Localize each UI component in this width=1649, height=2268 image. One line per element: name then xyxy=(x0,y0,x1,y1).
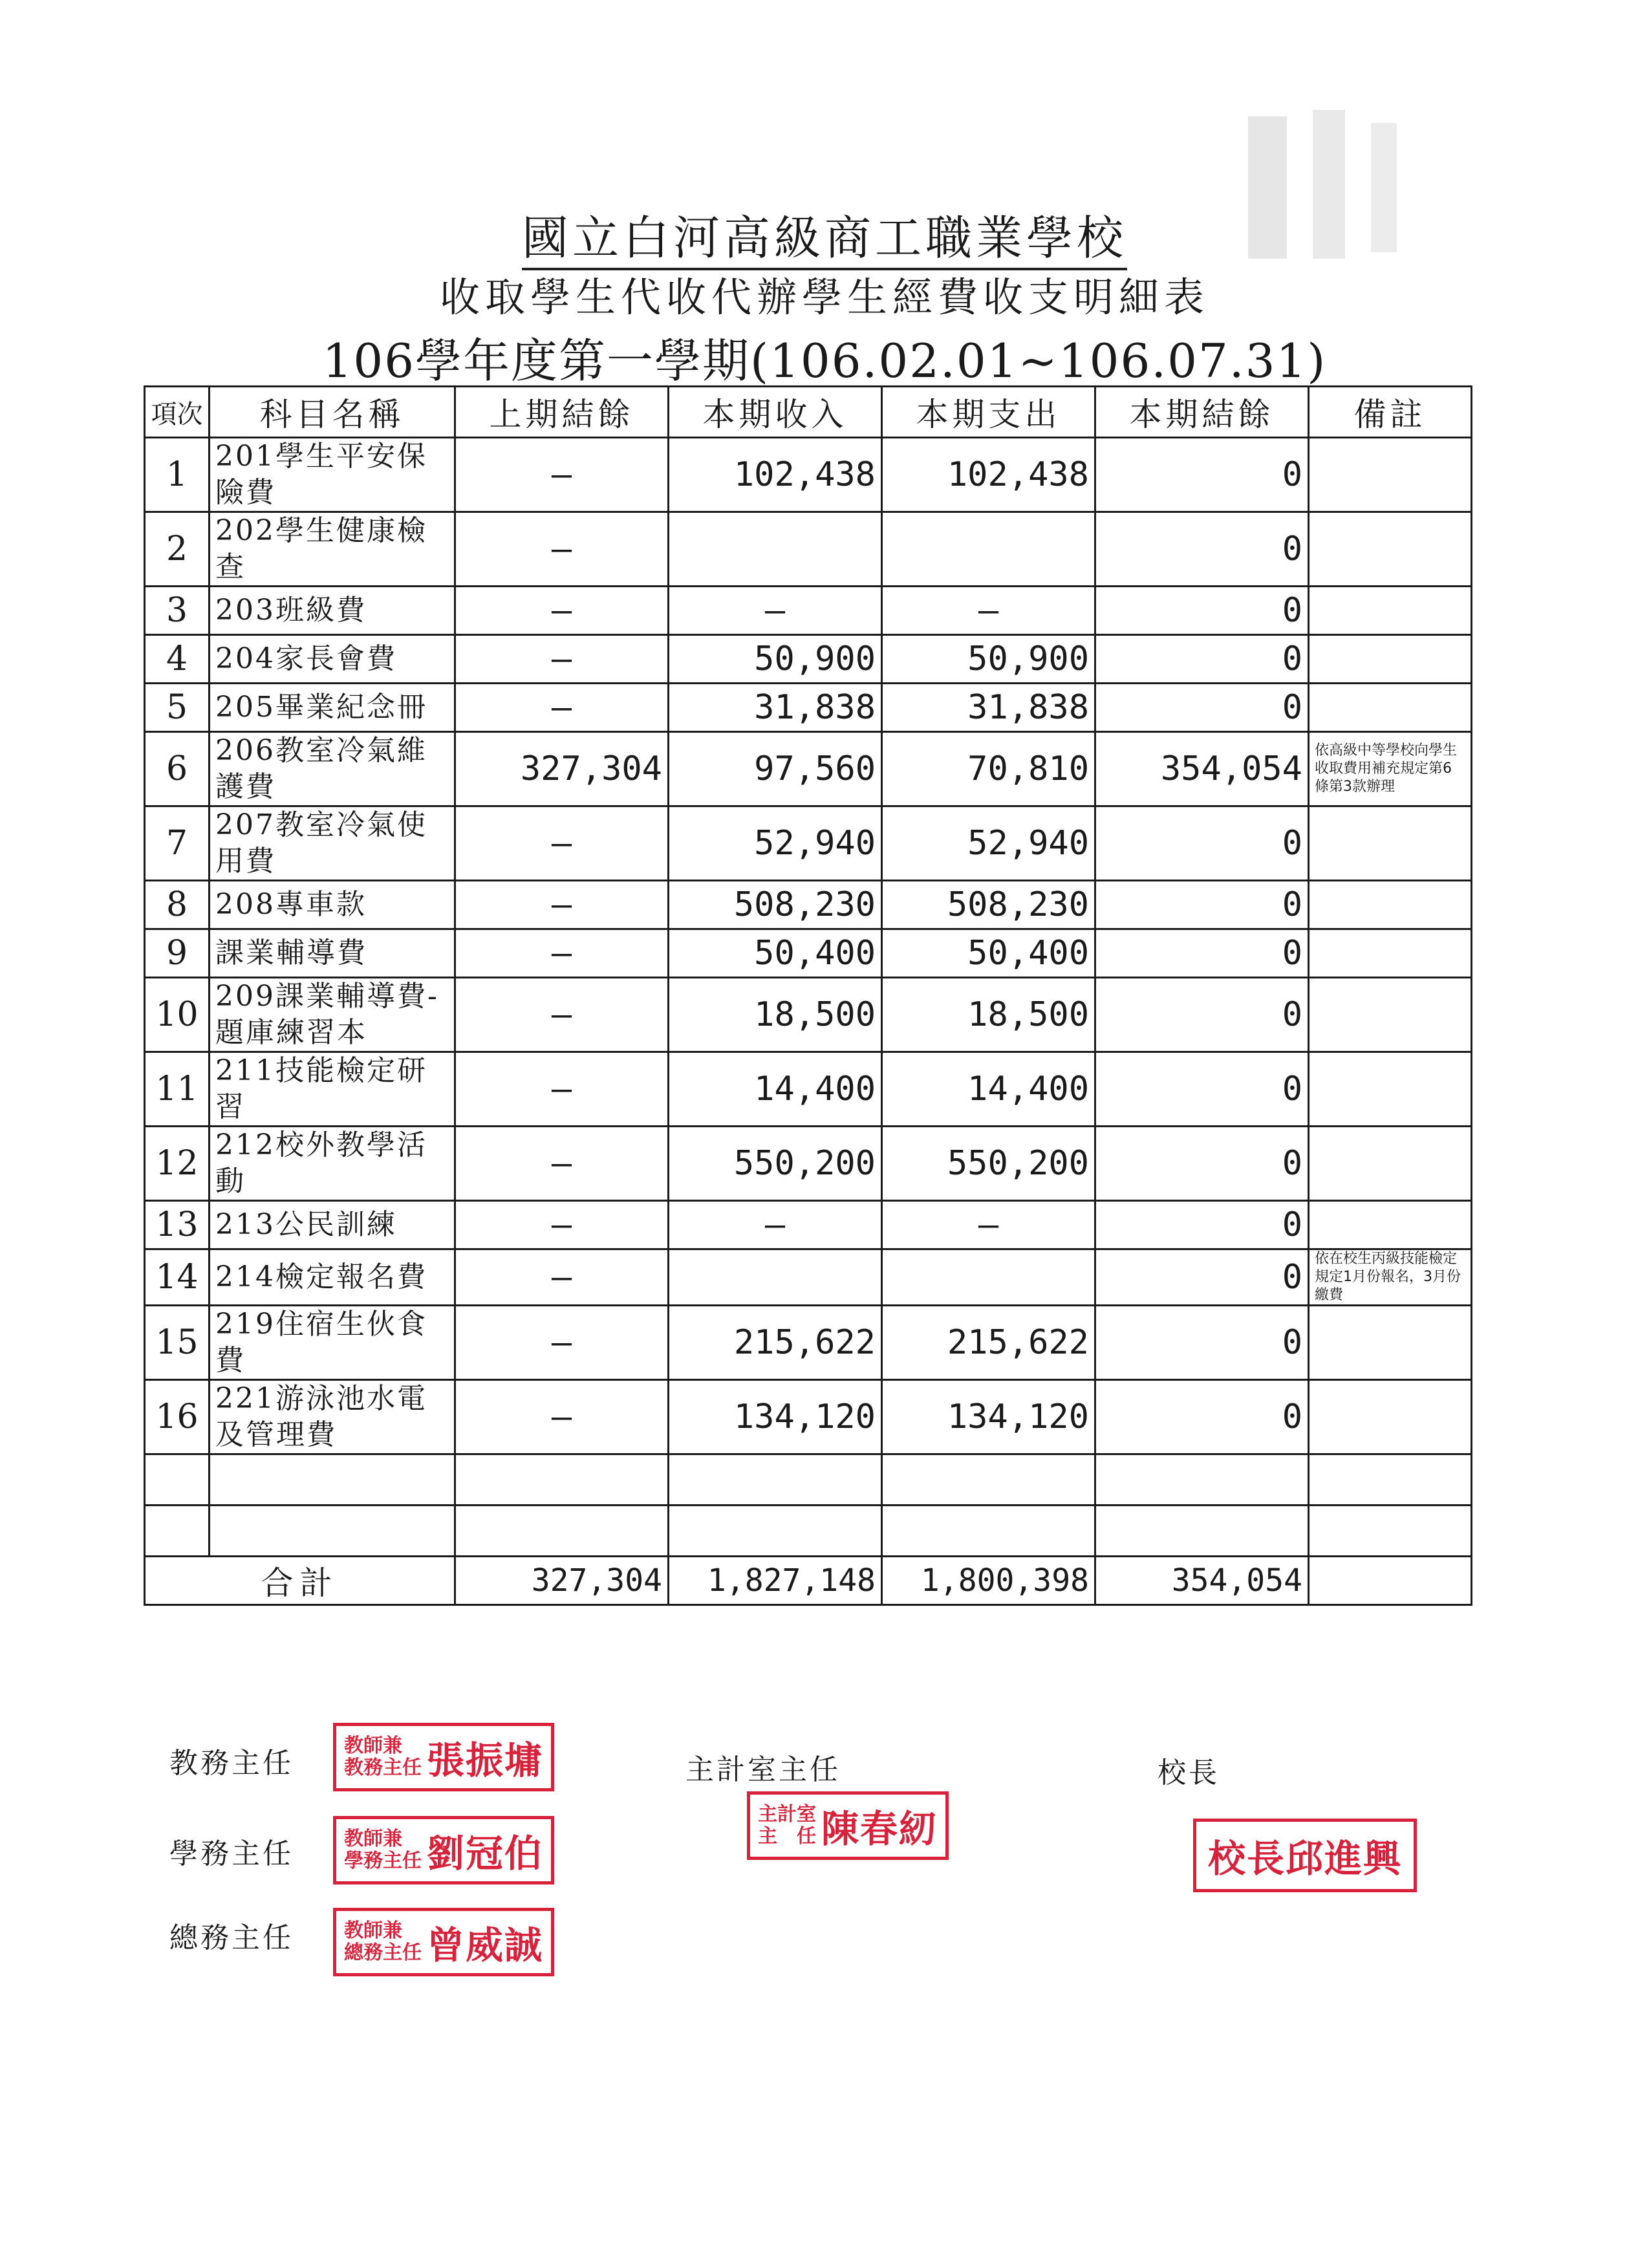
row-balance: 0 xyxy=(1095,512,1309,587)
row-expense: – xyxy=(882,587,1095,635)
total-note xyxy=(1309,1557,1472,1605)
row-income xyxy=(669,512,882,587)
row-prev-balance: – xyxy=(455,512,669,587)
col-header-income: 本期收入 xyxy=(669,387,882,438)
stamp-name: 劉冠伯 xyxy=(427,1831,544,1875)
row-expense: 18,500 xyxy=(882,978,1095,1052)
table-row-empty xyxy=(145,1454,1472,1506)
table-row xyxy=(145,1127,1472,1201)
row-prev-balance: – xyxy=(455,1052,669,1127)
row-note: 依在校生丙級技能檢定規定1月份報名，3月份繳費 xyxy=(1309,1249,1472,1306)
table-row-empty xyxy=(145,1506,1472,1557)
row-balance: 0 xyxy=(1095,1127,1309,1201)
col-header-name: 科目名稱 xyxy=(210,387,455,438)
table-row xyxy=(145,1201,1472,1249)
accounting-director-stamp xyxy=(747,1791,949,1860)
table-row xyxy=(145,1380,1472,1454)
row-balance: 354,054 xyxy=(1095,732,1309,806)
stamp-name: 張振墉 xyxy=(427,1738,544,1782)
row-index: 14 xyxy=(145,1249,210,1306)
row-expense: 14,400 xyxy=(882,1052,1095,1127)
school-name: 國立白河高級商工職業學校 xyxy=(522,211,1127,270)
total-expense: 1,800,398 xyxy=(882,1557,1095,1605)
general-affairs-director-label: 總務主任 xyxy=(169,1921,294,1954)
row-prev-balance: – xyxy=(455,587,669,635)
row-prev-balance: – xyxy=(455,438,669,512)
row-item-name: 208專車款 xyxy=(210,881,455,929)
stamp-name: 曾威誠 xyxy=(427,1923,544,1967)
table-row xyxy=(145,635,1472,684)
row-index: 3 xyxy=(145,587,210,635)
row-note xyxy=(1309,1306,1472,1380)
table-row xyxy=(145,1249,1472,1306)
row-index: 1 xyxy=(145,438,210,512)
row-balance: 0 xyxy=(1095,806,1309,881)
row-index: 5 xyxy=(145,684,210,732)
row-item-name: 209課業輔導費-題庫練習本 xyxy=(210,978,455,1052)
row-balance: 0 xyxy=(1095,978,1309,1052)
row-balance: 0 xyxy=(1095,881,1309,929)
row-income xyxy=(669,1249,882,1306)
row-income: 102,438 xyxy=(669,438,882,512)
row-prev-balance: – xyxy=(455,806,669,881)
row-index: 7 xyxy=(145,806,210,881)
row-income: 14,400 xyxy=(669,1052,882,1127)
stamp-title xyxy=(758,1804,816,1848)
row-prev-balance: – xyxy=(455,978,669,1052)
row-index: 2 xyxy=(145,512,210,587)
row-item-name: 204家長會費 xyxy=(210,635,455,684)
table-row xyxy=(145,881,1472,929)
table-row xyxy=(145,512,1472,587)
total-balance: 354,054 xyxy=(1095,1557,1309,1605)
col-header-note: 備註 xyxy=(1309,387,1472,438)
document-subtitle: 收取學生代收代辦學生經費收支明細表 xyxy=(439,274,1209,321)
row-note xyxy=(1309,512,1472,587)
row-note xyxy=(1309,978,1472,1052)
table-row xyxy=(145,1052,1472,1127)
col-header-balance: 本期結餘 xyxy=(1095,387,1309,438)
table-row xyxy=(145,587,1472,635)
row-index: 12 xyxy=(145,1127,210,1201)
row-index: 9 xyxy=(145,929,210,978)
row-prev-balance: – xyxy=(455,1380,669,1454)
stamp-title-line-1: 教師兼 xyxy=(344,1919,402,1942)
table-row xyxy=(145,438,1472,512)
row-item-name: 201學生平安保險費 xyxy=(210,438,455,512)
row-prev-balance: – xyxy=(455,684,669,732)
stamp-title-line-1: 教師兼 xyxy=(344,1734,402,1757)
row-prev-balance: – xyxy=(455,1201,669,1249)
stamp-name: 校長邱進興 xyxy=(1208,1837,1403,1881)
stamp-title xyxy=(344,1920,422,1964)
row-prev-balance: – xyxy=(455,635,669,684)
school-title xyxy=(0,200,1649,268)
row-item-name: 207教室冷氣使用費 xyxy=(210,806,455,881)
row-expense xyxy=(882,1249,1095,1306)
stamp-title-line-1: 主計室 xyxy=(758,1803,816,1826)
row-prev-balance: 327,304 xyxy=(455,732,669,806)
stamp-title-line-2: 總務主任 xyxy=(344,1941,422,1964)
table-row xyxy=(145,978,1472,1052)
row-prev-balance: – xyxy=(455,1249,669,1306)
row-expense: 215,622 xyxy=(882,1306,1095,1380)
row-note: 依高級中等學校向學生收取費用補充規定第6條第3款辦理 xyxy=(1309,732,1472,806)
table-row xyxy=(145,1306,1472,1380)
total-label: 合計 xyxy=(145,1557,455,1605)
row-item-name: 211技能檢定研習 xyxy=(210,1052,455,1127)
accounting-director-label: 主計室主任 xyxy=(685,1753,841,1786)
row-note xyxy=(1309,1127,1472,1201)
row-expense: 508,230 xyxy=(882,881,1095,929)
row-expense: 134,120 xyxy=(882,1380,1095,1454)
stamp-title-line-2: 主 任 xyxy=(758,1825,816,1848)
row-expense: 102,438 xyxy=(882,438,1095,512)
row-expense: 52,940 xyxy=(882,806,1095,881)
total-row xyxy=(145,1557,1472,1605)
table-row xyxy=(145,732,1472,806)
period-title: 106學年度第一學期(106.02.01~106.07.31) xyxy=(322,334,1327,388)
row-item-name: 課業輔導費 xyxy=(210,929,455,978)
row-balance: 0 xyxy=(1095,587,1309,635)
stamp-title-line-1: 教師兼 xyxy=(344,1828,402,1850)
row-income: 31,838 xyxy=(669,684,882,732)
table-header-row xyxy=(145,387,1472,438)
row-balance: 0 xyxy=(1095,1249,1309,1306)
row-prev-balance: – xyxy=(455,929,669,978)
row-expense: 550,200 xyxy=(882,1127,1095,1201)
row-income: 215,622 xyxy=(669,1306,882,1380)
col-header-index: 項次 xyxy=(145,387,210,438)
row-balance: 0 xyxy=(1095,684,1309,732)
row-item-name: 203班級費 xyxy=(210,587,455,635)
row-note xyxy=(1309,635,1472,684)
row-income: 508,230 xyxy=(669,881,882,929)
row-item-name: 214檢定報名費 xyxy=(210,1249,455,1306)
row-note xyxy=(1309,1201,1472,1249)
row-index: 11 xyxy=(145,1052,210,1127)
stamp-title xyxy=(344,1828,422,1872)
table-row xyxy=(145,684,1472,732)
row-prev-balance: – xyxy=(455,1127,669,1201)
row-balance: 0 xyxy=(1095,1380,1309,1454)
expense-table xyxy=(144,385,1472,1606)
row-expense: – xyxy=(882,1201,1095,1249)
total-prev: 327,304 xyxy=(455,1557,669,1605)
row-index: 4 xyxy=(145,635,210,684)
general-affairs-director-stamp xyxy=(333,1908,554,1976)
total-income: 1,827,148 xyxy=(669,1557,882,1605)
row-note xyxy=(1309,1052,1472,1127)
row-income: 97,560 xyxy=(669,732,882,806)
row-index: 13 xyxy=(145,1201,210,1249)
row-income: – xyxy=(669,587,882,635)
table-row xyxy=(145,806,1472,881)
col-header-prev: 上期結餘 xyxy=(455,387,669,438)
academic-director-label: 教務主任 xyxy=(169,1747,294,1780)
stamp-title xyxy=(344,1735,422,1779)
row-index: 8 xyxy=(145,881,210,929)
stamp-title-line-2: 教務主任 xyxy=(344,1756,422,1779)
row-item-name: 206教室冷氣維護費 xyxy=(210,732,455,806)
row-note xyxy=(1309,438,1472,512)
student-affairs-director-label: 學務主任 xyxy=(169,1837,294,1870)
row-expense: 50,400 xyxy=(882,929,1095,978)
row-expense: 50,900 xyxy=(882,635,1095,684)
row-item-name: 221游泳池水電及管理費 xyxy=(210,1380,455,1454)
row-note xyxy=(1309,1380,1472,1454)
row-income: 18,500 xyxy=(669,978,882,1052)
principal-stamp xyxy=(1193,1819,1417,1892)
row-index: 10 xyxy=(145,978,210,1052)
row-note xyxy=(1309,684,1472,732)
row-income: 52,940 xyxy=(669,806,882,881)
row-income: – xyxy=(669,1201,882,1249)
row-item-name: 205畢業紀念冊 xyxy=(210,684,455,732)
row-balance: 0 xyxy=(1095,1306,1309,1380)
row-note xyxy=(1309,881,1472,929)
stamp-name: 陳春紉 xyxy=(821,1807,938,1851)
row-item-name: 202學生健康檢查 xyxy=(210,512,455,587)
row-prev-balance: – xyxy=(455,881,669,929)
row-balance: 0 xyxy=(1095,438,1309,512)
table-row xyxy=(145,929,1472,978)
student-affairs-director-stamp xyxy=(333,1816,554,1885)
academic-director-stamp xyxy=(333,1723,554,1791)
row-index: 15 xyxy=(145,1306,210,1380)
row-income: 50,900 xyxy=(669,635,882,684)
row-balance: 0 xyxy=(1095,635,1309,684)
row-note xyxy=(1309,806,1472,881)
table-body xyxy=(145,438,1472,1454)
stamp-title-line-2: 學務主任 xyxy=(344,1850,422,1872)
row-income: 134,120 xyxy=(669,1380,882,1454)
row-note xyxy=(1309,587,1472,635)
row-index: 6 xyxy=(145,732,210,806)
row-balance: 0 xyxy=(1095,1201,1309,1249)
row-balance: 0 xyxy=(1095,929,1309,978)
row-note xyxy=(1309,929,1472,978)
row-item-name: 219住宿生伙食費 xyxy=(210,1306,455,1380)
row-balance: 0 xyxy=(1095,1052,1309,1127)
row-income: 50,400 xyxy=(669,929,882,978)
row-expense: 31,838 xyxy=(882,684,1095,732)
row-expense xyxy=(882,512,1095,587)
row-index: 16 xyxy=(145,1380,210,1454)
row-item-name: 212校外教學活動 xyxy=(210,1127,455,1201)
row-prev-balance: – xyxy=(455,1306,669,1380)
col-header-expense: 本期支出 xyxy=(882,387,1095,438)
row-income: 550,200 xyxy=(669,1127,882,1201)
principal-label: 校長 xyxy=(1158,1756,1220,1789)
row-item-name: 213公民訓練 xyxy=(210,1201,455,1249)
row-expense: 70,810 xyxy=(882,732,1095,806)
